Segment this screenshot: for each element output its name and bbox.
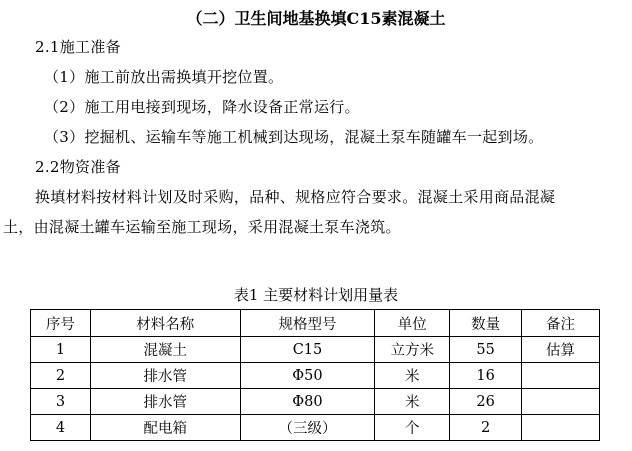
header-remark: 备注: [522, 310, 600, 337]
cell-index: 3: [31, 389, 91, 415]
cell-quantity: 16: [450, 363, 522, 389]
cell-quantity: 2: [450, 415, 522, 441]
header-quantity: 数量: [450, 310, 522, 337]
table-row: [31, 363, 600, 389]
cell-material-name: 混凝土: [90, 337, 240, 363]
cell-material-name: 排水管: [90, 363, 240, 389]
cell-unit: 个: [375, 415, 450, 441]
header-spec: 规格型号: [240, 310, 375, 337]
materials-table: [30, 309, 600, 441]
cell-spec: Φ50: [240, 363, 375, 389]
cell-material-name: 配电箱: [90, 415, 240, 441]
cell-spec: Φ80: [240, 389, 375, 415]
cell-material-name: 排水管: [90, 389, 240, 415]
cell-unit: 米: [375, 389, 450, 415]
cell-index: 4: [31, 415, 91, 441]
cell-remark: [522, 415, 600, 441]
table-row: [31, 389, 600, 415]
cell-quantity: 55: [450, 337, 522, 363]
cell-unit: 立方米: [375, 337, 450, 363]
header-material-name: 材料名称: [90, 310, 240, 337]
cell-spec: （三级）: [240, 415, 375, 441]
table-row: [31, 415, 600, 441]
cell-index: 1: [31, 337, 91, 363]
cell-unit: 米: [375, 363, 450, 389]
cell-spec: C15: [240, 337, 375, 363]
cell-index: 2: [31, 363, 91, 389]
cell-quantity: 26: [450, 389, 522, 415]
heading-material-prep: 2.2物资准备: [35, 158, 121, 176]
table-caption: 表1 主要材料计划用量表: [233, 286, 399, 304]
section-title: （二）卫生间地基换填C15素混凝土: [186, 9, 446, 28]
table-header-row: [31, 310, 600, 337]
header-unit: 单位: [375, 310, 450, 337]
material-paragraph-line-1: 换填材料按材料计划及时采购，品种、规格应符合要求。混凝土采用商品混凝: [35, 188, 556, 206]
header-index: 序号: [31, 310, 91, 337]
heading-construction-prep: 2.1施工准备: [35, 38, 121, 56]
cell-remark: [522, 389, 600, 415]
prep-item-3: （3）挖掘机、运输车等施工机械到达现场，混凝土泵车随罐车一起到场。: [44, 128, 544, 146]
cell-remark: 估算: [522, 337, 600, 363]
cell-remark: [522, 363, 600, 389]
table-row: [31, 337, 600, 363]
prep-item-1: （1）施工前放出需换填开挖位置。: [44, 68, 284, 86]
prep-item-2: （2）施工用电接到现场，降水设备正常运行。: [44, 98, 360, 116]
material-paragraph-line-2: 土，由混凝土罐车运输至施工现场，采用混凝土泵车浇筑。: [3, 218, 401, 236]
